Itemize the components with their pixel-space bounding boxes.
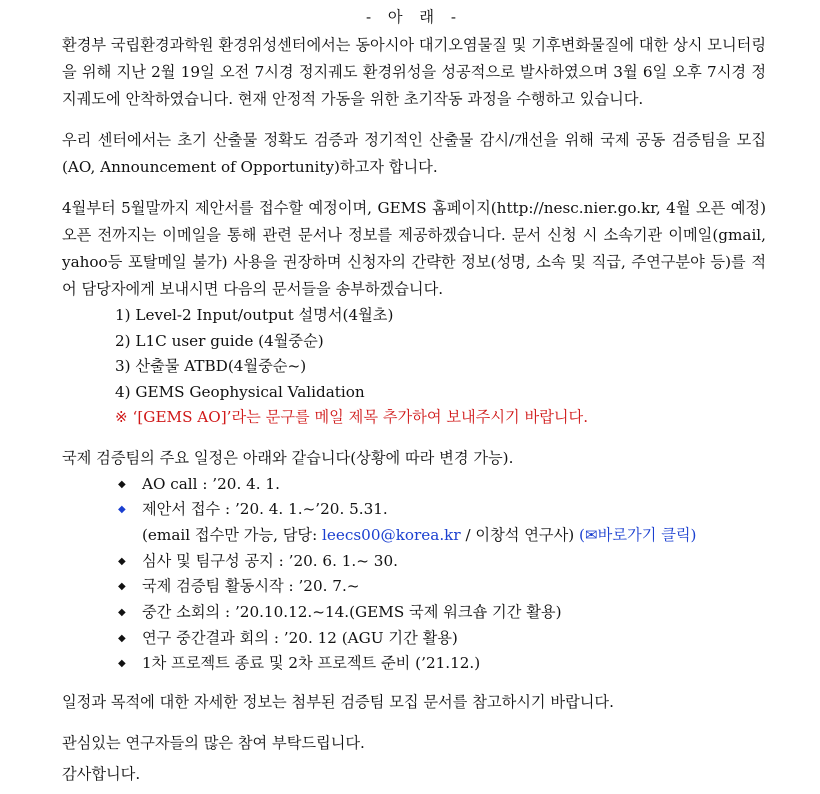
schedule-item — [62, 549, 766, 575]
schedule-item-ao-call — [62, 472, 766, 498]
schedule-text: 1차 프로젝트 종료 및 2차 프로젝트 준비 (’21.12.) — [142, 654, 481, 673]
document-item: 3) 산출물 ATBD(4월중순~) — [115, 357, 307, 375]
diamond-bullet-icon: ◆ — [118, 478, 126, 490]
note-middle: / 이창석 연구사) — [460, 525, 580, 544]
proposal-contact-note — [62, 523, 766, 549]
schedule-text: 제안서 접수 : ’20. 4. 1.~’20. 5.31. — [142, 500, 388, 519]
schedule-item — [62, 651, 766, 677]
email-subject-notice: ※ ‘[GEMS AO]’라는 문구를 메일 제목 추가하여 보내주시기 바랍니다. — [115, 408, 589, 426]
schedule-text: AO call : ’20. 4. 1. — [142, 474, 280, 493]
diamond-bullet-icon: ◆ — [118, 581, 126, 593]
intro-paragraph: 환경부 국립환경과학원 환경위성센터에서는 동아시아 대기오염물질 및 기후변화물질에 대한 상시 모니터링을 위해 지난 2월 19일 오전 7시경 정지궤도 환경위성을 성공적으로 발사하였으며 3월 6일 오후 7시경 정지궤도에 안착하였습니다. 현재 안정적 가동을 위한 초기작동 과정을 수행하고 있습니다. — [62, 36, 766, 108]
document-item: 1) Level-2 Input/output 설명서(4월초) — [115, 306, 394, 324]
schedule-intro: 국제 검증팀의 주요 일정은 아래와 같습니다(상황에 따라 변경 가능). — [62, 448, 514, 467]
schedule-item — [62, 574, 766, 600]
schedule-text: 중간 소회의 : ’20.10.12.~14.(GEMS 국제 워크숍 기간 활용) — [142, 603, 562, 622]
diamond-bullet-icon: ◆ — [118, 658, 126, 670]
details-paragraph: 일정과 목적에 대한 자세한 정보는 첨부된 검증팀 모집 문서를 참고하시기 바랍니다. — [62, 693, 614, 712]
announcement-document — [62, 6, 766, 792]
participation-request: 관심있는 연구자들의 많은 참여 부탁드립니다. — [62, 734, 365, 753]
diamond-bullet-icon: ◆ — [118, 632, 126, 644]
document-item: 4) GEMS Geophysical Validation — [115, 382, 365, 401]
schedule-text: 심사 및 팀구성 공지 : ’20. 6. 1.~ 30. — [142, 551, 398, 570]
section-title: - 아 래 - — [365, 8, 463, 26]
recruitment-paragraph: 우리 센터에서는 초기 산출물 정확도 검증과 정기적인 산출물 감시/개선을 위해 국제 공동 검증팀을 모집(AO, Announcement of Opportunity)하고자 합니다. — [62, 131, 766, 176]
diamond-bullet-icon: ◆ — [118, 555, 126, 567]
schedule-item — [62, 600, 766, 626]
diamond-bullet-icon: ◆ — [118, 607, 126, 619]
diamond-bullet-icon: ◆ — [118, 504, 126, 516]
thanks-line: 감사합니다. — [62, 765, 141, 784]
submission-paragraph: 4월부터 5월말까지 제안서를 접수할 예정이며, GEMS 홈페이지(http://nesc.nier.go.kr, 4월 오픈 예정) 오픈 전까지는 이메일을 통해 관련 문서나 정보를 제공하겠습니다. 문서 신청 시 소속기관 이메일(gmail, yahoo등 포탈메일 불가) 사용을 권장하며 신청자의 간략한 정보(성명, 소속 및 직급, 주연구분야 등)를 적어 담당자에게 보내시면 다음의 문서들을 송부하겠습니다. — [62, 199, 766, 298]
shortcut-link[interactable]: (✉바로가기 클릭) — [579, 525, 697, 544]
schedule-text: 국제 검증팀 활동시작 : ’20. 7.~ — [142, 577, 360, 596]
contact-email-link[interactable]: leecs00@korea.kr — [322, 525, 461, 544]
document-item: 2) L1C user guide (4월중순) — [115, 331, 324, 350]
document-list — [62, 303, 766, 405]
schedule-list — [62, 472, 766, 678]
schedule-item-proposal — [62, 497, 766, 523]
note-prefix: (email 접수만 가능, 담당: — [142, 525, 323, 544]
schedule-text: 연구 중간결과 회의 : ’20. 12 (AGU 기간 활용) — [142, 628, 458, 647]
schedule-item — [62, 626, 766, 652]
